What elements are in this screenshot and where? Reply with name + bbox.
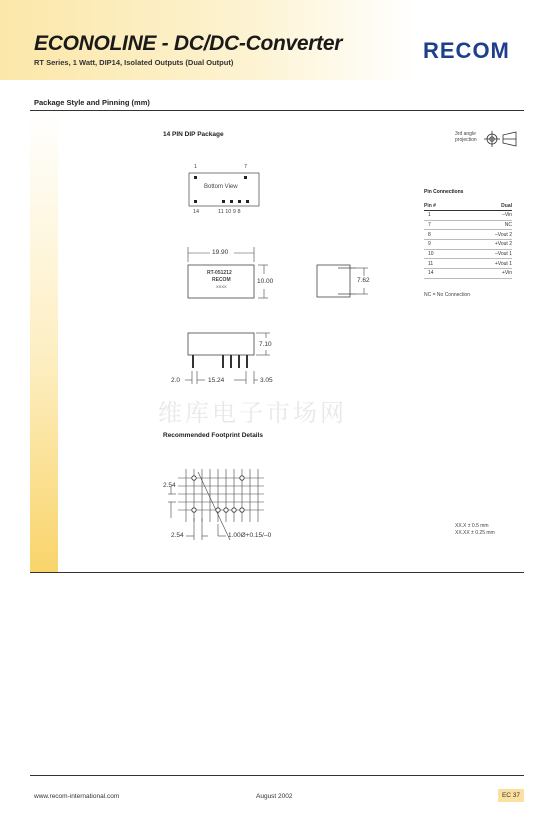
dim-height: 10.00 (257, 278, 274, 285)
pin-function: +Vout 1 (460, 259, 512, 269)
table-row (424, 211, 512, 221)
table-row (424, 249, 512, 259)
footprint-hole-size: 1.00Ø+0.15/–0 (228, 532, 272, 539)
table-row (424, 269, 512, 279)
table-row (424, 220, 512, 230)
pin-number: 14 (424, 269, 460, 279)
dim-pin-span: 15.24 (208, 377, 225, 384)
table-row (424, 259, 512, 269)
pin-number: 9 (424, 240, 460, 250)
part-code: XXXX (216, 284, 227, 289)
pin-function: NC (460, 220, 512, 230)
watermark: 维库电子市场网 (158, 399, 347, 427)
table-row (424, 230, 512, 240)
pin-function: –Vin (460, 211, 512, 221)
footer-date: August 2002 (256, 793, 293, 800)
dim-right-offset: 3.05 (260, 377, 273, 384)
front-view-pins (192, 355, 248, 368)
page-number: EC 37 (498, 789, 524, 802)
third-angle-projection-icon (484, 131, 516, 147)
pin-number: 10 (424, 249, 460, 259)
part-brand: RECOM (212, 277, 231, 283)
dim-left-offset: 2.0 (171, 377, 181, 384)
footprint-grid (178, 469, 264, 540)
page-subtitle: RT Series, 1 Watt, DIP14, Isolated Outputs (Dual Output) (34, 58, 234, 67)
pin-function: –Vout 2 (460, 230, 512, 240)
section-title: Package Style and Pinning (mm) (34, 98, 150, 107)
footprint-grid-horizontal: 2.54 (171, 532, 184, 539)
package-title: 14 PIN DIP Package (163, 131, 224, 138)
pin-function: –Vout 1 (460, 249, 512, 259)
footer-url: www.recom-international.com (34, 793, 120, 800)
pin-function: +Vin (460, 269, 512, 279)
pin-function: +Vout 2 (460, 240, 512, 250)
footer-rule (30, 775, 524, 776)
bottom-view-pins-right: 11 10 9 8 (218, 209, 241, 215)
bottom-view-pin-1: 1 (194, 164, 198, 170)
dim-pin-height: 7.10 (259, 341, 272, 348)
pin-connections-note: NC = No Connection (424, 292, 470, 298)
footprint-title: Recommended Footprint Details (163, 432, 264, 439)
pin-connections-table (424, 202, 512, 279)
tolerance-line2: XX.XX ± 0.25 mm (455, 530, 495, 536)
pin-number: 11 (424, 259, 460, 269)
dim-width: 19.90 (212, 249, 229, 256)
footprint-grid-vertical: 2.54 (163, 482, 176, 489)
recom-logo: RECOM (423, 38, 510, 63)
side-view-outline (317, 265, 356, 297)
header-dual: Dual (460, 202, 512, 211)
part-number: RT-051212 (207, 270, 232, 276)
bottom-view-pin-14: 14 (193, 209, 200, 215)
pin-number: 1 (424, 211, 460, 221)
pin-connections-title: Pin Connections (424, 189, 464, 195)
pin-number: 7 (424, 220, 460, 230)
header-pin: Pin # (424, 202, 460, 211)
table-row (424, 240, 512, 250)
pin-number: 8 (424, 230, 460, 240)
projection-label-line1: 3rd angle (455, 131, 476, 137)
bottom-view-label: Bottom View (204, 184, 238, 190)
front-view-outline (188, 333, 254, 355)
dim-depth: 7.62 (357, 277, 370, 284)
table-header-row (424, 202, 512, 211)
projection-label-line2: projection (455, 137, 477, 143)
tolerance-line1: XX.X ± 0.5 mm (455, 523, 489, 529)
page-title: ECONOLINE - DC/DC-Converter (34, 32, 343, 55)
bottom-view-pin-7: 7 (244, 164, 248, 170)
